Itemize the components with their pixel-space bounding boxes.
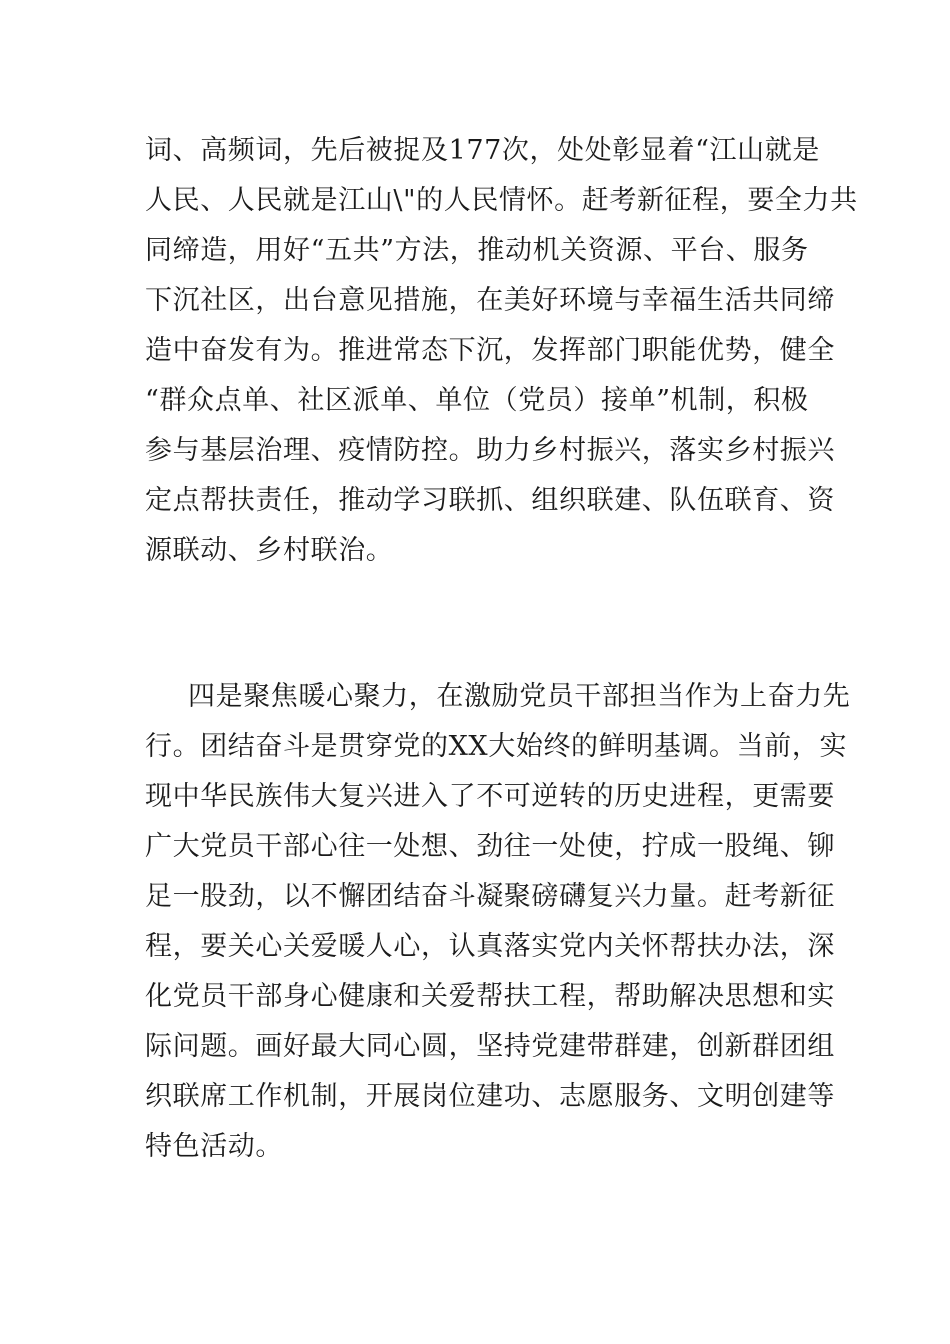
paragraph-line: 行。团结奋斗是贯穿党的XX大始终的鲜明基调。当前，实	[145, 731, 848, 762]
paragraph-line: 足一股劲，以不懈团结奋斗凝聚磅礴复兴力量。赶考新征	[145, 881, 835, 912]
paragraph-line: 定点帮扶责任，推动学习联抓、组织联建、队伍联育、资	[145, 485, 835, 516]
paragraph-line: 造中奋发有为。推进常态下沉，发挥部门职能优势，健全	[145, 335, 835, 366]
paragraph-line: 参与基层治理、疫情防控。助力乡村振兴，落实乡村振兴	[145, 435, 835, 466]
paragraph-line: 特色活动。	[145, 1131, 283, 1162]
paragraph-line: 际问题。画好最大同心圆，坚持党建带群建，创新群团组	[145, 1031, 835, 1062]
paragraph-line: 词、高频词，先后被捉及177次，处处彰显着“江山就是	[145, 135, 820, 166]
paragraph-line: 广大党员干部心往一处想、劲往一处使，拧成一股绳、铆	[145, 831, 835, 862]
paragraph-line: 现中华民族伟大复兴进入了不可逆转的历史进程，更需要	[145, 781, 835, 812]
paragraph-line: 织联席工作机制，开展岗位建功、志愿服务、文明创建等	[145, 1081, 835, 1112]
paragraph-line: 人民、人民就是江山\"的人民情怀。赶考新征程，要全力共	[145, 185, 858, 216]
paragraph-line: 下沉社区，出台意见措施，在美好环境与幸福生活共同缔	[145, 285, 835, 316]
paragraph-line: 四是聚焦暖心聚力，在激励党员干部担当作为上奋力先	[188, 681, 851, 712]
paragraph-line: 同缔造，用好“五共”方法，推动机关资源、平台、服务	[145, 235, 809, 266]
paragraph-line: 程，要关心关爱暖人心，认真落实党内关怀帮扶办法，深	[145, 931, 835, 962]
paragraph-line: 源联动、乡村联治。	[145, 535, 394, 566]
paragraph-line: 化党员干部身心健康和关爱帮扶工程，帮助解决思想和实	[145, 981, 835, 1012]
paragraph-line: “群众点单、社区派单、单位（党员）接单”机制，积极	[145, 385, 809, 416]
